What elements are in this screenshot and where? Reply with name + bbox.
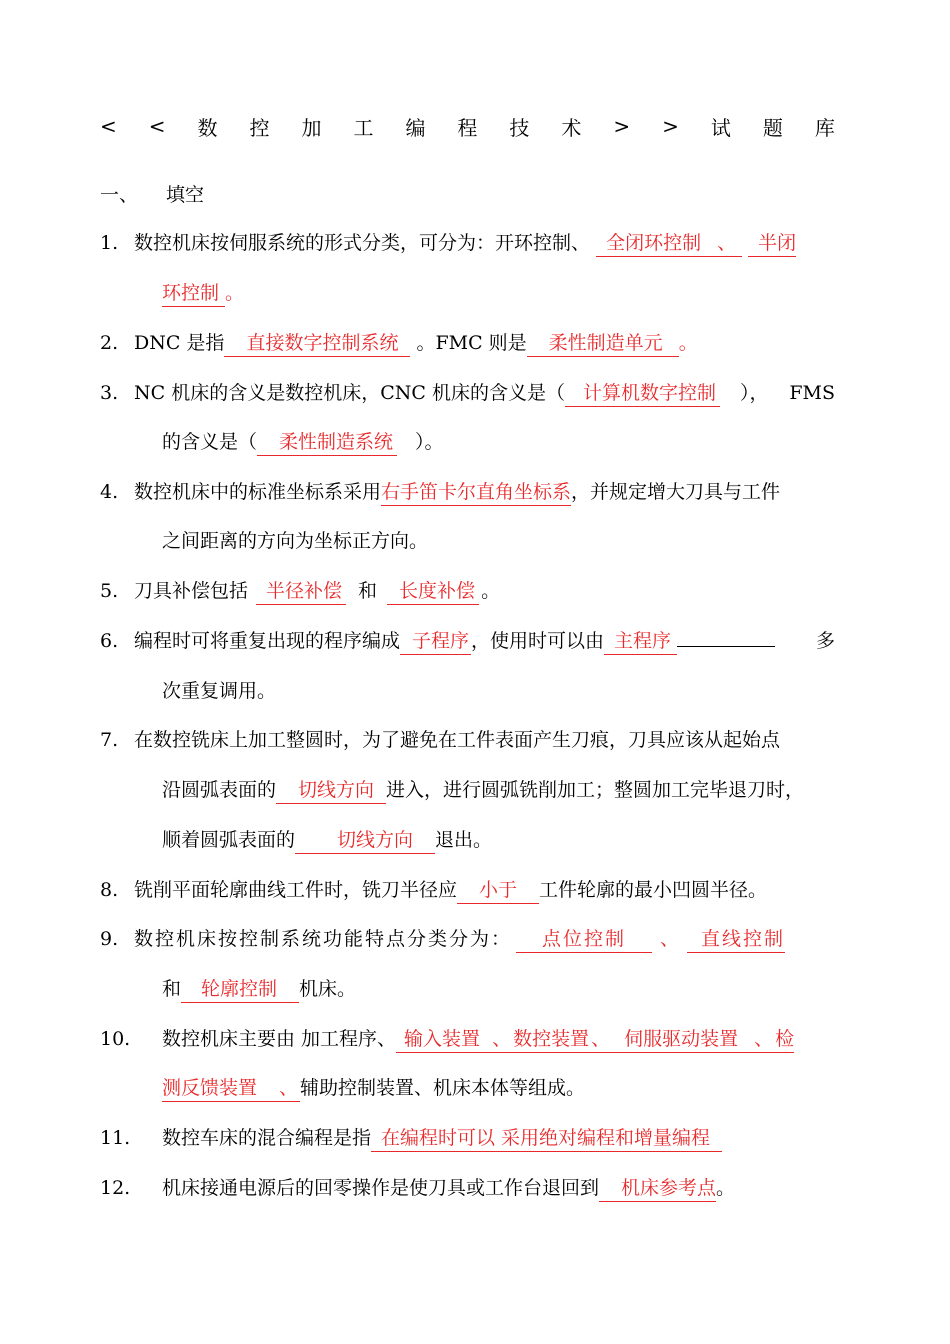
question-text: ）， xyxy=(739,382,769,404)
answer-blank: 全闭环控制 xyxy=(596,230,711,257)
answer-blank: 机床参考点 xyxy=(599,1175,716,1202)
empty-blank-line xyxy=(677,646,775,647)
question-text: 数控机床中的标准坐标系采用 xyxy=(134,481,382,503)
answer-blank: 输入装置 xyxy=(396,1026,486,1053)
question-5 xyxy=(100,574,835,608)
answer-blank: 小于 xyxy=(457,877,539,904)
question-number: 3. xyxy=(100,382,119,404)
question-text: 数控机床主要由 加工程序、 xyxy=(162,1028,397,1050)
question-text: 和 xyxy=(358,580,378,602)
answer-blank: 伺服驱动装置 xyxy=(624,1026,746,1053)
question-9 xyxy=(100,922,835,956)
section-label: 填空 xyxy=(166,183,205,206)
question-number: 9. xyxy=(100,928,119,950)
answer-separator: 、 xyxy=(486,1026,513,1053)
question-10-continued xyxy=(162,1071,585,1105)
question-10 xyxy=(100,1022,835,1056)
question-4-continued xyxy=(162,524,428,558)
title-char: < xyxy=(148,114,166,138)
answer-blank: 直线控制 xyxy=(687,926,785,953)
question-6-continued xyxy=(162,674,276,708)
title-char: < xyxy=(100,114,117,138)
answer-blank: 长度补偿 xyxy=(387,578,479,605)
question-number: 6. xyxy=(100,630,119,652)
title-char: 控 xyxy=(249,115,270,140)
title-char: > xyxy=(662,114,679,138)
question-text: 沿圆弧表面的 xyxy=(162,779,277,801)
question-text: 和 xyxy=(162,978,182,1000)
question-text: 刀具补偿包括 xyxy=(134,580,249,602)
question-7 xyxy=(100,723,835,757)
answer-blank: 计算机数字控制 xyxy=(565,380,720,407)
answer-blank: 切线方向 xyxy=(276,777,386,804)
question-text: 数控车床的混合编程是指 xyxy=(162,1127,372,1149)
title-char: 术 xyxy=(561,115,582,140)
question-text: 工件轮廓的最小凹圆半径。 xyxy=(539,879,768,901)
question-text: 数控机床按伺服系统的形式分类，可分为：开环控制、 xyxy=(134,232,591,254)
section-heading xyxy=(100,178,204,208)
question-text: 机床接通电源后的回零操作是使刀具或工作台退回到 xyxy=(162,1177,600,1199)
title-char: 编 xyxy=(405,115,426,140)
question-9-continued xyxy=(162,972,356,1006)
question-text: 次重复调用。 xyxy=(162,680,277,702)
title-char: 工 xyxy=(353,115,374,140)
question-text: 退出。 xyxy=(435,829,493,851)
answer-separator: 、 xyxy=(711,230,742,257)
title-char: 技 xyxy=(509,115,530,140)
question-number: 2. xyxy=(100,332,119,354)
question-text: FMS xyxy=(789,382,835,404)
title-char: 库 xyxy=(814,115,835,140)
answer-end: 。 xyxy=(225,282,245,304)
section-number: 一、 xyxy=(100,183,139,206)
question-11 xyxy=(100,1121,835,1155)
question-12 xyxy=(100,1171,835,1205)
question-text: 多 xyxy=(815,630,835,652)
question-text: ）。 xyxy=(415,431,444,453)
question-text: 。FMC 则是 xyxy=(416,332,527,354)
question-7-continued xyxy=(162,823,492,857)
answer-blank: 主程序 xyxy=(604,628,677,655)
answer-separator: 、 xyxy=(589,1026,624,1053)
answer-end: 。 xyxy=(678,332,698,354)
answer-blank: 半闭 xyxy=(748,230,796,257)
question-7-continued xyxy=(162,773,804,807)
title-char: 题 xyxy=(762,115,783,140)
answer-blank: 右手笛卡尔直角坐标系 xyxy=(381,479,571,506)
title-char: 数 xyxy=(197,115,218,140)
question-text: 铣削平面轮廓曲线工件时，铣刀半径应 xyxy=(134,879,458,901)
title-char: > xyxy=(613,114,631,138)
answer-blank: 切线方向 xyxy=(295,827,435,854)
answer-blank: 环控制 xyxy=(162,280,225,307)
answer-blank: 半径补偿 xyxy=(256,578,346,605)
question-2 xyxy=(100,326,835,360)
answer-blank: 测反馈装置 xyxy=(162,1075,279,1102)
answer-blank: 轮廓控制 xyxy=(181,976,299,1003)
question-1-continued xyxy=(162,276,244,310)
question-text: 在数控铣床上加工整圆时，为了避免在工件表面产生刀痕，刀具应该从起始点 xyxy=(134,729,781,751)
question-text: 顺着圆弧表面的 xyxy=(162,829,296,851)
question-number: 10. xyxy=(100,1028,131,1050)
question-8 xyxy=(100,873,835,907)
title-char: 程 xyxy=(457,115,478,140)
answer-blank: 柔性制造单元 xyxy=(527,330,679,357)
question-text: 机床。 xyxy=(299,978,357,1000)
question-text: 编程时可将重复出现的程序编成 xyxy=(134,630,401,652)
question-4 xyxy=(100,475,835,509)
question-text: DNC 是指 xyxy=(134,332,225,354)
question-1 xyxy=(100,226,835,260)
question-number: 12. xyxy=(100,1177,131,1199)
title-char: 加 xyxy=(301,115,322,140)
page-title xyxy=(100,108,835,144)
answer-blank: 柔性制造系统 xyxy=(257,429,397,456)
question-number: 11. xyxy=(100,1127,131,1149)
question-text: 。 xyxy=(716,1177,736,1199)
answer-blank: 数控装置 xyxy=(513,1026,589,1053)
answer-blank: 点位控制 xyxy=(516,926,652,953)
question-number: 4. xyxy=(100,481,119,503)
answer-blank: 在编程时可以 采用绝对编程和增量编程 xyxy=(371,1125,722,1152)
question-text: 数控机床按控制系统功能特点分类分为： xyxy=(134,928,513,950)
question-3-continued xyxy=(162,425,444,459)
answer-separator: 、 xyxy=(660,928,680,950)
question-text: ，并规定增大刀具与工件 xyxy=(571,481,781,503)
answer-blank: 检 xyxy=(775,1026,794,1053)
question-text: NC 机床的含义是数控机床，CNC 机床的含义是（ xyxy=(134,382,565,404)
answer-separator: 、 xyxy=(746,1026,775,1053)
question-3 xyxy=(100,376,835,410)
question-6 xyxy=(100,624,835,658)
question-text: 。 xyxy=(481,580,501,602)
question-text: ，使用时可以由 xyxy=(471,630,605,652)
answer-separator: 、 xyxy=(279,1075,300,1102)
answer-blank: 直接数字控制系统 xyxy=(224,330,410,357)
title-char: 试 xyxy=(710,115,731,140)
question-number: 8. xyxy=(100,879,119,901)
answer-blank: 子程序 xyxy=(400,628,471,655)
question-text: 的含义是（ xyxy=(162,431,258,453)
question-number: 1. xyxy=(100,232,119,254)
question-text: 辅助控制装置、机床本体等组成。 xyxy=(300,1077,586,1099)
question-text: 进入，进行圆弧铣削加工；整圆加工完毕退刀时， xyxy=(386,779,805,801)
question-number: 5. xyxy=(100,580,119,602)
question-number: 7. xyxy=(100,729,119,751)
question-text: 之间距离的方向为坐标正方向。 xyxy=(162,530,429,552)
